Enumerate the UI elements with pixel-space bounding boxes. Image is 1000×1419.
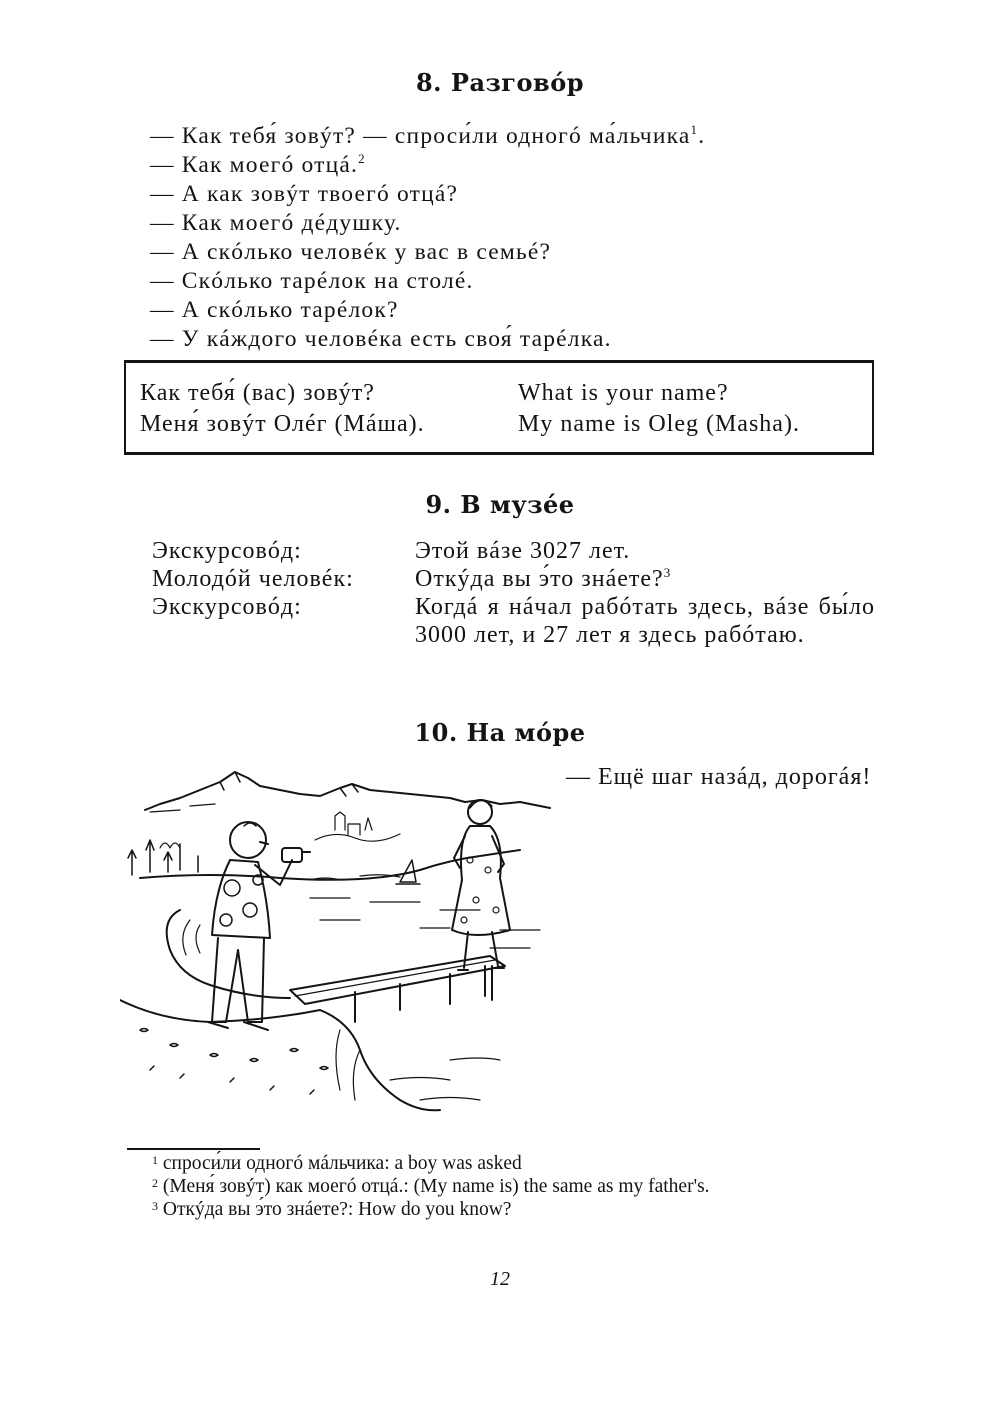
- speaker: Экскурсовóд:: [152, 594, 302, 620]
- footnote-text: спроси́ли одногó мáльчика: a boy was asked: [162, 1153, 522, 1174]
- dialogue-text: — А скóлько тарéлок?: [150, 297, 399, 323]
- footnote-ref: 2: [358, 151, 366, 166]
- phrase-row: [140, 409, 800, 440]
- phrase-russian: Как тебя́ (вас) зовýт?: [140, 380, 375, 406]
- footnote-ref: 3: [663, 565, 672, 580]
- phrase-grid: [140, 378, 800, 440]
- dialogue-text: — Как моегó отцá.: [150, 152, 359, 178]
- footnote: [124, 1152, 872, 1175]
- phrase-english: What is your name?: [518, 380, 729, 406]
- phrase-box: [124, 360, 874, 455]
- dialogue-line: [150, 267, 870, 296]
- museum-row: [152, 593, 875, 649]
- speech: [415, 565, 875, 593]
- footnote-text: (Меня́ зовýт) как моегó отцá.: (My name is) the same as my father's.: [162, 1176, 710, 1197]
- speech-text: Когдá я нáчал рабóтать здесь, вáзе бы́ло 3000 лет, и 27 лет я здесь рабóтаю.: [415, 594, 875, 648]
- dialogue-text: — Скóлько тарéлок на столé.: [150, 268, 474, 294]
- village: [315, 812, 400, 841]
- dialogue-text: — Как моегó дéдушку.: [150, 210, 402, 236]
- footnote-number: 1: [152, 1153, 158, 1167]
- man-with-camera: [208, 822, 310, 1030]
- dialogue-line: [150, 238, 870, 267]
- phrase-row: [140, 378, 800, 409]
- museum-row: [152, 565, 875, 593]
- phrase-english: My name is Oleg (Masha).: [518, 411, 800, 437]
- woman-in-dress: [452, 800, 510, 970]
- page-number: 12: [490, 1268, 510, 1290]
- footnote-text: Откýда вы э́то знáете?: How do you know?: [162, 1199, 512, 1220]
- dialogue-text: — А как зовýт твоегó отцá?: [150, 181, 459, 207]
- cartoon-caption: — Ещё шаг назáд, дорогáя!: [566, 764, 872, 790]
- far-shore: [140, 850, 520, 880]
- trees: [128, 840, 198, 875]
- dialogue-text: — А скóлько человéк у вас в семьé?: [150, 239, 552, 265]
- seaside-cartoon-illustration: [120, 760, 560, 1130]
- speech-text: Этой вáзе 3027 лет.: [415, 538, 631, 564]
- footnote-rule: [127, 1148, 260, 1150]
- speaker: Экскурсовóд:: [152, 538, 302, 564]
- footnotes: [124, 1152, 872, 1221]
- section-9-title: 9. В музéе: [425, 490, 575, 519]
- dialogue-line: [150, 151, 870, 180]
- footnote-number: 3: [152, 1199, 158, 1213]
- phrase-russian: Меня́ зовýт Олéг (Мáша).: [140, 411, 425, 437]
- speech-text: Откýда вы э́то знáете?: [415, 566, 664, 592]
- dialogue-text: — Как тебя́ зовýт? — спроси́ли одногó ма́льчика: [150, 123, 691, 149]
- speech: [415, 593, 875, 649]
- dialogue-line: [150, 296, 870, 325]
- speaker: Молодóй человéк:: [152, 566, 354, 592]
- dialogue-line: [150, 325, 870, 354]
- footnote-ref: 1: [690, 122, 699, 137]
- museum-dialogue: [152, 537, 875, 649]
- dialogue-text: — У кáждого человéка есть своя́ тарéлка.: [150, 326, 612, 352]
- section-8-dialogue: [150, 122, 870, 354]
- museum-row: [152, 537, 875, 565]
- dialogue-line: [150, 122, 870, 151]
- dialogue-line: [150, 180, 870, 209]
- footnote: [124, 1175, 872, 1198]
- section-8-title: 8. Разговóр: [415, 68, 584, 97]
- footnote: [124, 1198, 872, 1221]
- speech: [415, 537, 875, 565]
- footnote-number: 2: [152, 1176, 158, 1190]
- dialogue-line: [150, 209, 870, 238]
- dialogue-tail: .: [698, 123, 706, 149]
- foreground-shore: [120, 1000, 440, 1110]
- section-10-title: 10. На мóре: [414, 718, 586, 747]
- pier: [290, 956, 505, 1022]
- pebbles: [140, 1029, 328, 1095]
